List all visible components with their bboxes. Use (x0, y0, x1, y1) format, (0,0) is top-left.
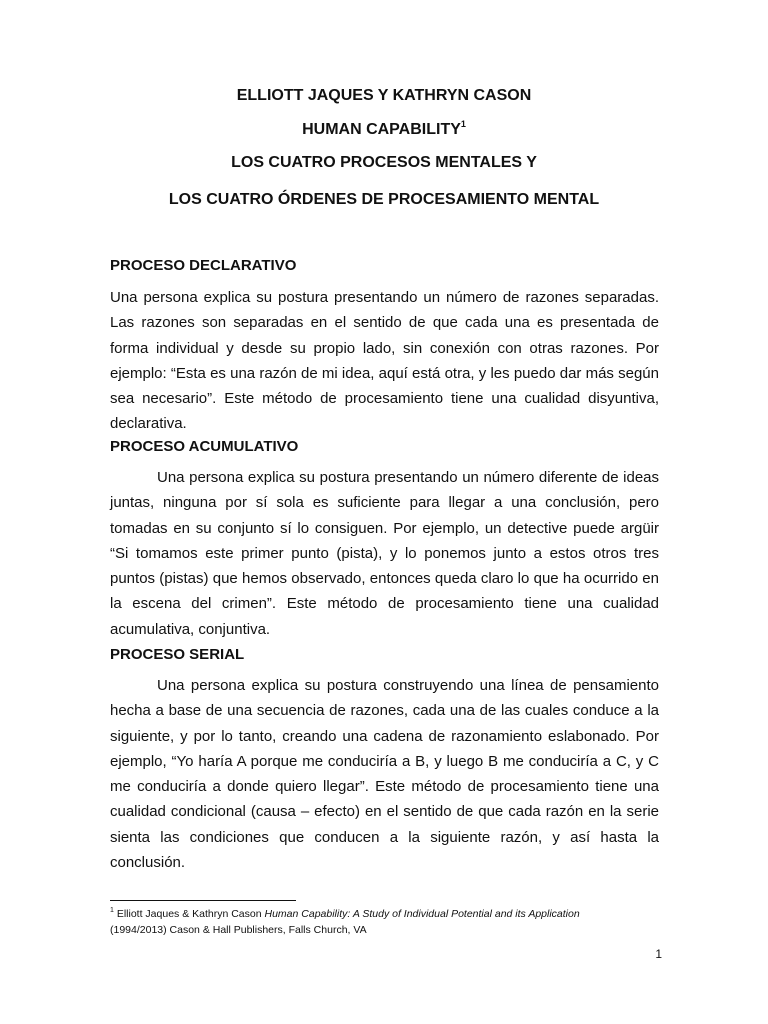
section-heading-acumulativo: PROCESO ACUMULATIVO (110, 438, 299, 455)
footnote-divider (110, 900, 296, 901)
subtitle-line-2: LOS CUATRO ÓRDENES DE PROCESAMIENTO MENTAL (168, 191, 600, 208)
book-title-text: HUMAN CAPABILITY (302, 121, 461, 138)
subtitle-line-1: LOS CUATRO PROCESOS MENTALES Y (231, 154, 537, 171)
section-heading-serial: PROCESO SERIAL (110, 646, 245, 663)
section-heading-declarativo: PROCESO DECLARATIVO (110, 257, 297, 274)
section-paragraph-serial: Una persona explica su postura construyendo una línea de pensamiento hecha a base de una secuencia de razones, cada una de las cuales conduce a la siguiente, y por lo tanto, creando una cadena de razonamiento eslabonado. Por ejemplo, “Yo haría A porque me conduciría a B, y luego B me conduciría a C, y C me conduciría a donde quiero llegar”. Este método de procesamiento tiene una cualidad condicional (causa – efecto) en el sentido de que cada razón en la serie sienta las condiciones que conducen a la siguiente razón, y así hasta la conclusión. (110, 677, 659, 872)
section-paragraph-acumulativo: Una persona explica su postura presentando un número diferente de ideas juntas, ninguna por sí sola es suficiente para llegar a una conclusión, pero tomadas en su conjunto sí lo consiguen. Por ejemplo, un detective puede argüir “Si tomamos este primer punto (pista), y lo ponemos junto a estos otros tres puntos (pistas) que hemos observado, entonces queda claro lo que ha ocurrido en la escena del crimen”. Este método de procesamiento tiene una cualidad acumulativa, conjuntiva. (110, 469, 659, 638)
footnote-book-title: Human Capability: A Study of Individual Potential and its Application (264, 908, 580, 920)
footnote-authors: Elliott Jaques & Kathryn Cason (116, 908, 262, 920)
footnote-details: (1994/2013) Cason & Hall Publishers, Falls Church, VA (110, 924, 367, 936)
footnote-mark: 1 (110, 907, 114, 914)
section-paragraph-declarativo: Una persona explica su postura presentando un número de razones separadas. Las razones son separadas en el sentido de que cada una es presentada de forma individual y desde su propio lado, sin conexión con otras razones. Por ejemplo: “Esta es una razón de mi idea, aquí está otra, y les puedo dar más según sea necesario”. Este método de procesamiento tiene una cualidad disyuntiva, declarativa. (110, 289, 659, 433)
footnote-reference[interactable]: 1 (460, 119, 466, 129)
book-title (0, 120, 768, 140)
page-number: 1 (655, 947, 662, 961)
authors-title: ELLIOTT JAQUES Y KATHRYN CASON (236, 87, 532, 104)
footnote (110, 906, 670, 938)
